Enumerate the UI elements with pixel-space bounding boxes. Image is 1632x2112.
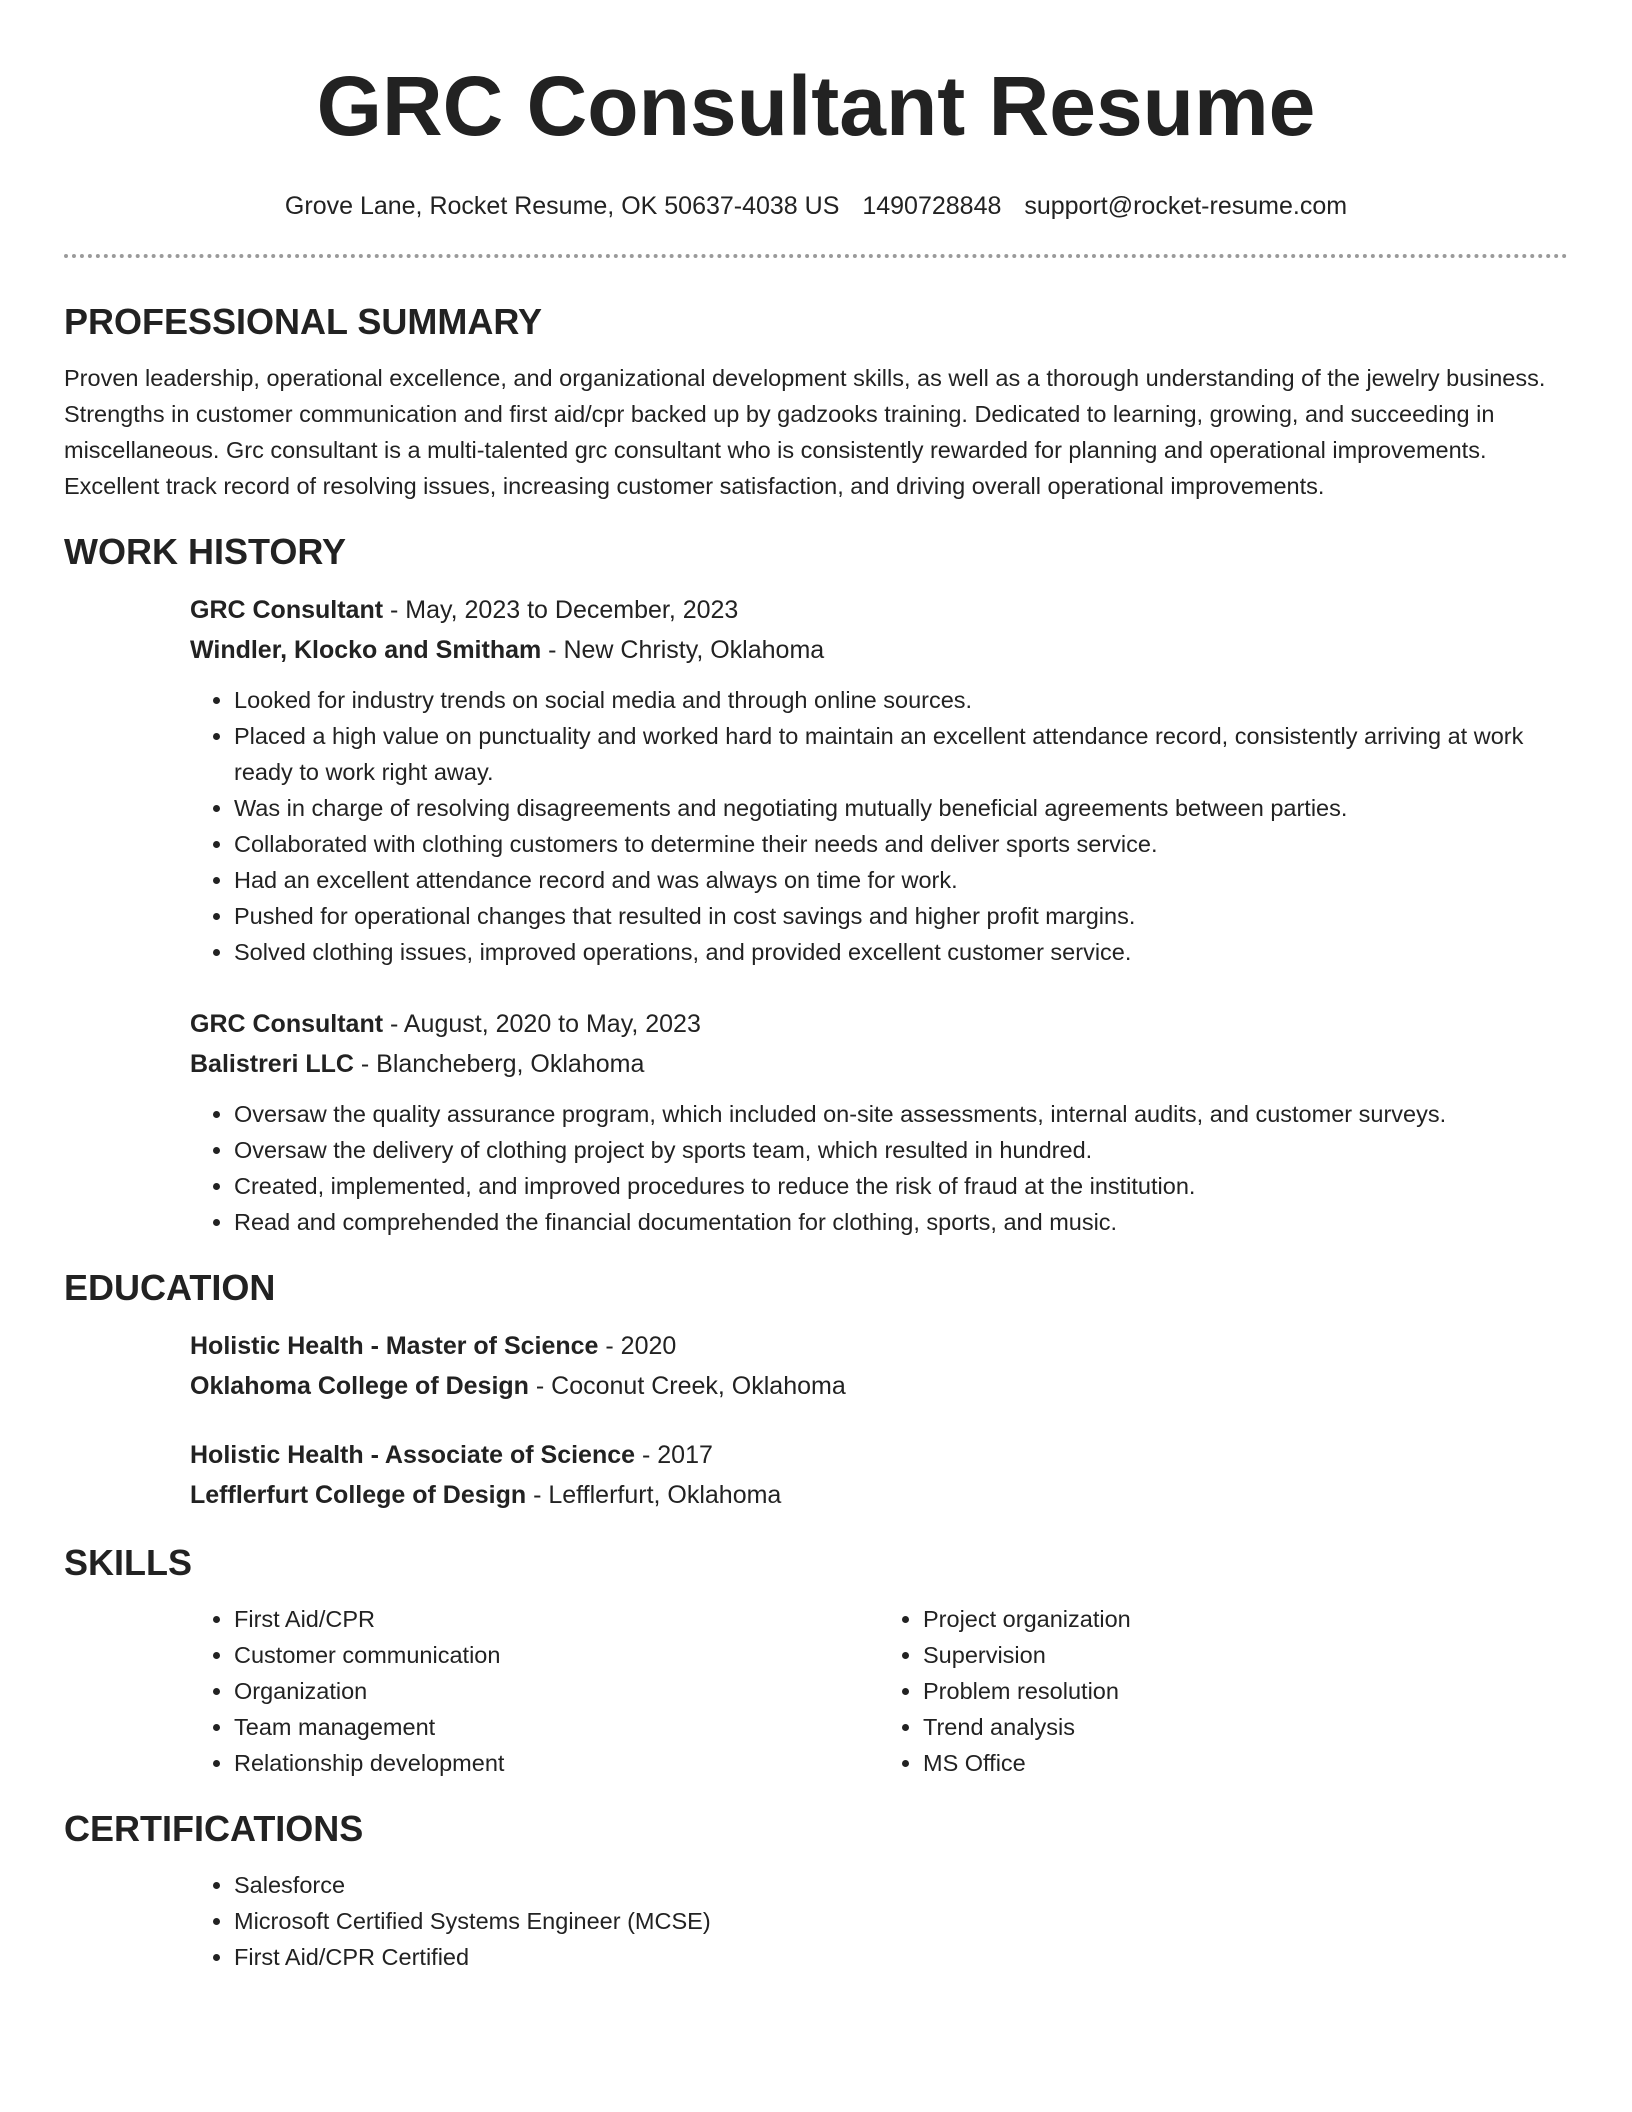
work-history-heading: WORK HISTORY: [64, 531, 347, 572]
summary-text: Proven leadership, operational excellence, and organizational development skills, as well as a thorough understanding of the jewelry business. Strengths in customer communication and first aid/cpr backed up by gadzooks training. Dedicated to learning, growing, and succeeding in miscellaneous. Grc consultant is a multi-talented grc consultant who is consistently rewarded for planning and operational improvements. Excellent track record of resolving issues, increasing customer satisfaction, and driving overall operational improvements.: [64, 365, 1546, 499]
job-title-line: [190, 1004, 1568, 1044]
list-item: • MS Office: [923, 1745, 1568, 1781]
degree-line: [190, 1435, 1568, 1475]
resume-title: GRC Consultant Resume: [316, 59, 1316, 153]
list-item: • Looked for industry trends on social media and through online sources.: [234, 682, 1568, 718]
certifications-list: [190, 1867, 1568, 1975]
skills-grid: [190, 1601, 1568, 1781]
degree-year: - 2020: [598, 1332, 677, 1360]
job-location: - New Christy, Oklahoma: [541, 636, 825, 664]
list-item: • Placed a high value on punctuality and worked hard to maintain an excellent attendance record, consistently arriving at work ready to work right away.: [234, 718, 1568, 790]
resume-page: [64, 0, 1568, 1975]
job-company-line: [190, 1044, 1568, 1084]
list-item: • Supervision: [923, 1637, 1568, 1673]
list-item: • Read and comprehended the financial documentation for clothing, sports, and music.: [234, 1204, 1568, 1240]
school-location: - Coconut Creek, Oklahoma: [528, 1372, 846, 1400]
list-item: • Solved clothing issues, improved operations, and provided excellent customer service.: [234, 934, 1568, 970]
list-item: • Microsoft Certified Systems Engineer (MCSE): [234, 1903, 1568, 1939]
school-location: - Lefflerfurt, Oklahoma: [526, 1481, 782, 1509]
summary-heading: PROFESSIONAL SUMMARY: [64, 301, 543, 342]
education-heading: EDUCATION: [64, 1267, 276, 1308]
address-text: Grove Lane, Rocket Resume, OK 50637-4038 US: [284, 192, 840, 220]
list-item: • Trend analysis: [923, 1709, 1568, 1745]
list-item: • Oversaw the quality assurance program, which included on-site assessments, internal audits, and customer surveys.: [234, 1096, 1568, 1132]
list-item: • Organization: [234, 1673, 879, 1709]
certifications-heading: CERTIFICATIONS: [64, 1808, 364, 1849]
degree-year: - 2017: [635, 1441, 713, 1469]
skills-list-left: [190, 1601, 879, 1781]
job-dates: - August, 2020 to May, 2023: [383, 1010, 701, 1038]
school-name: Lefflerfurt College of Design: [190, 1481, 527, 1509]
school-line: [190, 1475, 1568, 1515]
header-divider: [64, 254, 1568, 258]
job-bullet-list: [190, 682, 1568, 970]
list-item: • First Aid/CPR Certified: [234, 1939, 1568, 1975]
job-bullet-list: [190, 1096, 1568, 1240]
degree-name: Holistic Health - Master of Science: [190, 1332, 599, 1360]
job-company: Balistreri LLC: [190, 1050, 354, 1078]
degree-name: Holistic Health - Associate of Science: [190, 1441, 636, 1469]
list-item: • Had an excellent attendance record and was always on time for work.: [234, 862, 1568, 898]
list-item: • Pushed for operational changes that resulted in cost savings and higher profit margins.: [234, 898, 1568, 934]
school-name: Oklahoma College of Design: [190, 1372, 529, 1400]
phone-text: 1490728848: [862, 192, 1002, 220]
list-item: • Relationship development: [234, 1745, 879, 1781]
list-item: • First Aid/CPR: [234, 1601, 879, 1637]
certifications-block: [190, 1867, 1568, 1975]
job-company: Windler, Klocko and Smitham: [190, 636, 542, 664]
list-item: • Was in charge of resolving disagreements and negotiating mutually beneficial agreements between parties.: [234, 790, 1568, 826]
email-text: support@rocket-resume.com: [1024, 192, 1348, 220]
list-item: • Project organization: [923, 1601, 1568, 1637]
education-entry: [190, 1435, 1568, 1515]
list-item: • Oversaw the delivery of clothing project by sports team, which resulted in hundred.: [234, 1132, 1568, 1168]
job-title-line: [190, 590, 1568, 630]
skills-heading: SKILLS: [64, 1542, 193, 1583]
job-title: GRC Consultant: [190, 1010, 384, 1038]
job-entry: [190, 1004, 1568, 1240]
skills-list-right: [879, 1601, 1568, 1781]
education-entry: [190, 1326, 1568, 1406]
job-dates: - May, 2023 to December, 2023: [383, 596, 739, 624]
job-title: GRC Consultant: [190, 596, 384, 624]
job-entry: [190, 590, 1568, 970]
school-line: [190, 1366, 1568, 1406]
list-item: • Team management: [234, 1709, 879, 1745]
list-item: • Problem resolution: [923, 1673, 1568, 1709]
list-item: • Salesforce: [234, 1867, 1568, 1903]
list-item: • Customer communication: [234, 1637, 879, 1673]
list-item: • Collaborated with clothing customers to determine their needs and deliver sports service.: [234, 826, 1568, 862]
job-location: - Blancheberg, Oklahoma: [353, 1050, 645, 1078]
degree-line: [190, 1326, 1568, 1366]
list-item: • Created, implemented, and improved procedures to reduce the risk of fraud at the institution.: [234, 1168, 1568, 1204]
job-company-line: [190, 630, 1568, 670]
contact-info: [64, 188, 1568, 224]
